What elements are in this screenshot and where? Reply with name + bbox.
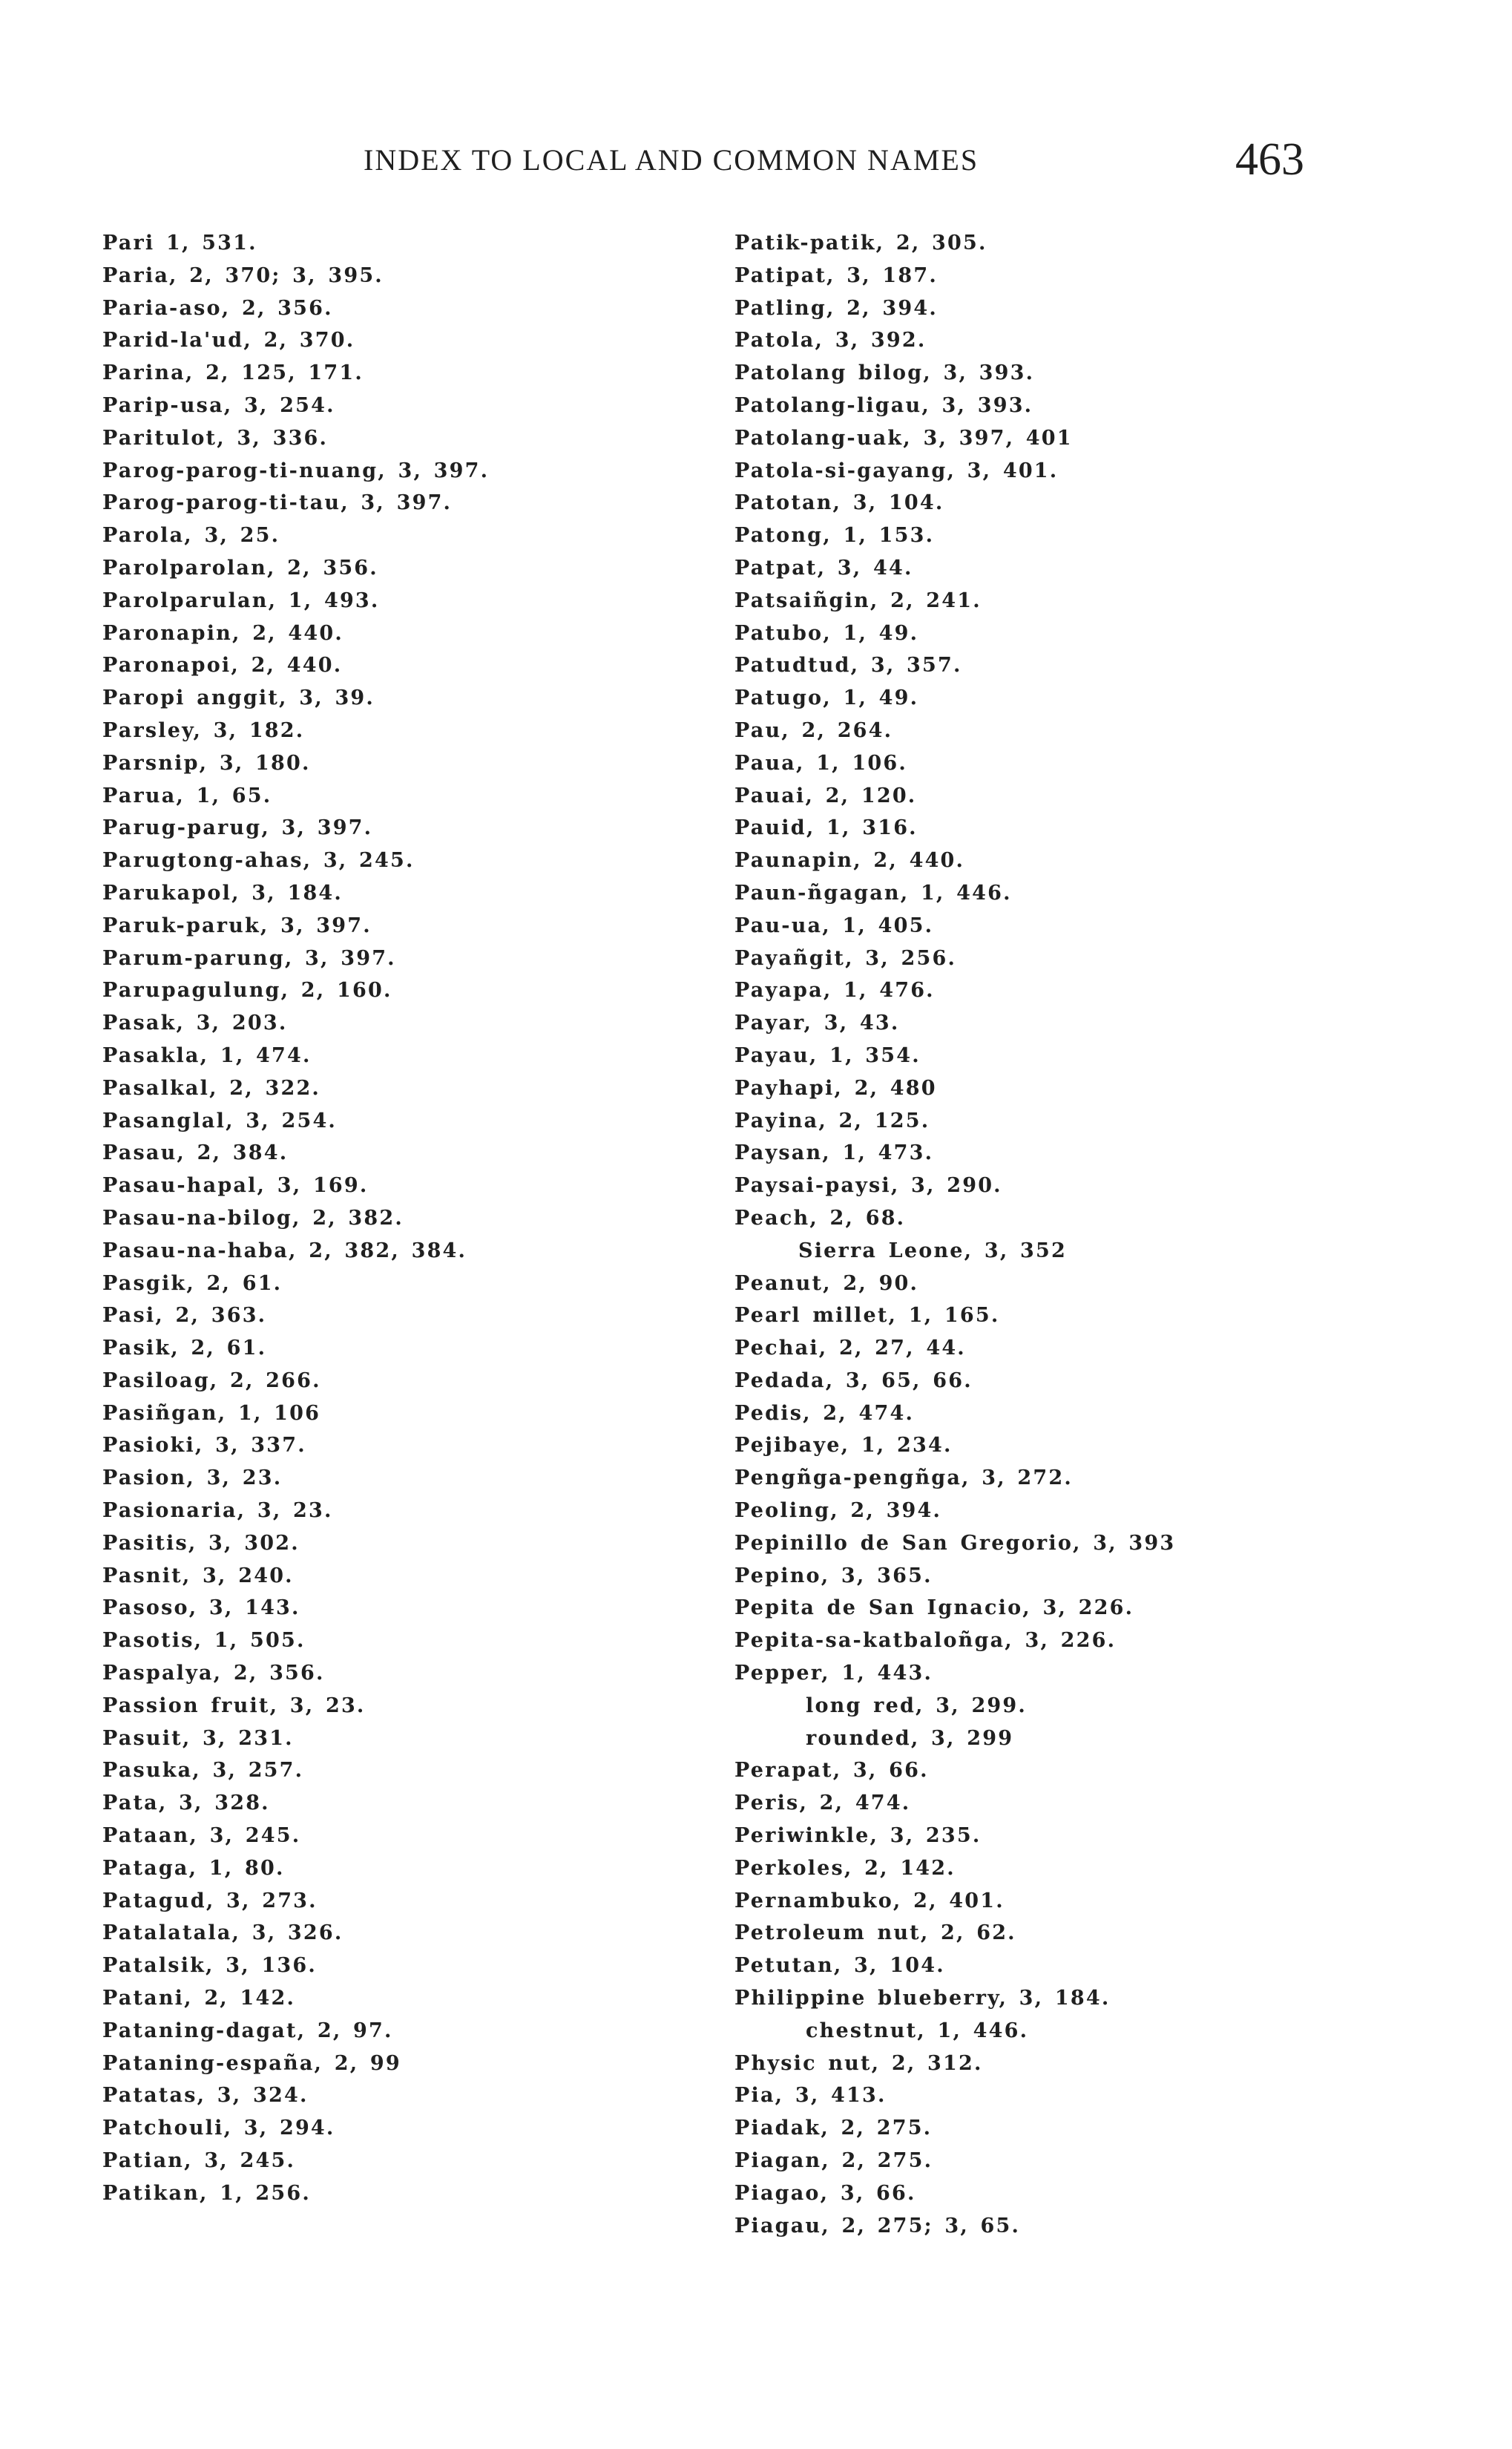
index-entry: Philippine blueberry, 3, 184. <box>734 1987 1111 2010</box>
index-entry: Parum-parung, 3, 397. <box>102 946 396 970</box>
index-column-right <box>734 227 1387 2242</box>
index-entry: Pasnit, 3, 240. <box>102 1564 294 1587</box>
index-entry: Passion fruit, 3, 23. <box>102 1694 366 1717</box>
index-entry: Petutan, 3, 104. <box>734 1954 945 1978</box>
index-subentry: Sierra Leone, 3, 352 <box>798 1239 1068 1262</box>
index-entry: Parola, 3, 25. <box>102 524 280 548</box>
index-entry: Pasalkal, 2, 322. <box>102 1076 321 1100</box>
index-entry: Pau-ua, 1, 405. <box>734 914 934 937</box>
index-entry: Paria, 2, 370; 3, 395. <box>102 263 384 287</box>
index-entry: Patchouli, 3, 294. <box>102 2117 335 2140</box>
index-entry: Patipat, 3, 187. <box>734 263 938 287</box>
index-entry: Piagao, 3, 66. <box>734 2181 916 2205</box>
index-entry: Patik-patik, 2, 305. <box>734 232 987 255</box>
index-entry: Patikan, 1, 256. <box>102 2181 311 2205</box>
index-entry: Patotan, 3, 104. <box>734 491 944 515</box>
index-entry: Physic nut, 2, 312. <box>734 2051 983 2075</box>
index-entry: Pari 1, 531. <box>102 232 257 255</box>
index-entry: Pasi, 2, 363. <box>102 1304 267 1328</box>
index-entry: Pedada, 3, 65, 66. <box>734 1368 973 1392</box>
index-entry: Patling, 2, 394. <box>734 296 938 320</box>
index-subentry: rounded, 3, 299 <box>806 1726 1014 1750</box>
index-entry: Petroleum nut, 2, 62. <box>734 1921 1016 1945</box>
index-entry: Payar, 3, 43. <box>734 1012 900 1035</box>
index-entry: Patalsik, 3, 136. <box>102 1954 318 1978</box>
index-entry: Pasionaria, 3, 23. <box>102 1499 333 1523</box>
index-subentry: long red, 3, 299. <box>806 1694 1028 1717</box>
index-entry: Pejibaye, 1, 234. <box>734 1434 953 1458</box>
index-entry: Payau, 1, 354. <box>734 1043 921 1067</box>
index-entry: Perkoles, 2, 142. <box>734 1856 956 1880</box>
index-entry: Patudtud, 3, 357. <box>734 654 962 678</box>
index-entry: Parolparolan, 2, 356. <box>102 556 378 580</box>
index-entry: Pauai, 2, 120. <box>734 784 917 807</box>
index-column-left <box>102 227 755 2210</box>
index-entry: Patubo, 1, 49. <box>734 621 919 645</box>
index-entry: Pasau-na-haba, 2, 382, 384. <box>102 1239 467 1262</box>
index-entry: Parid-la'ud, 2, 370. <box>102 329 355 353</box>
index-entry: Pasanglal, 3, 254. <box>102 1109 338 1132</box>
index-entry: Pasion, 3, 23. <box>102 1466 283 1490</box>
index-entry: Pasuka, 3, 257. <box>102 1759 304 1783</box>
index-entry: Paysai-paysi, 3, 290. <box>734 1174 1002 1198</box>
index-entry: Paunapin, 2, 440. <box>734 849 965 873</box>
index-entry: Peach, 2, 68. <box>734 1206 906 1230</box>
index-entry: Patatas, 3, 324. <box>102 2084 309 2108</box>
index-entry: Paria-aso, 2, 356. <box>102 296 333 320</box>
index-entry: Peanut, 2, 90. <box>734 1271 919 1295</box>
index-entry: Parolparulan, 1, 493. <box>102 589 380 612</box>
index-subentry: chestnut, 1, 446. <box>806 2019 1029 2042</box>
index-entry: Pasiñgan, 1, 106 <box>102 1401 321 1425</box>
index-entry: Pepper, 1, 443. <box>734 1662 933 1685</box>
index-entry: Payañgit, 3, 256. <box>734 946 957 970</box>
index-entry: Patagud, 3, 273. <box>102 1889 318 1912</box>
index-entry: Peoling, 2, 394. <box>734 1499 942 1523</box>
index-entry: Patsaiñgin, 2, 241. <box>734 589 982 612</box>
index-entry: Pia, 3, 413. <box>734 2084 887 2108</box>
index-entry: Piagan, 2, 275. <box>734 2149 933 2173</box>
index-entry: Parupagulung, 2, 160. <box>102 979 392 1003</box>
index-entry: Paritulot, 3, 336. <box>102 426 329 450</box>
index-entry: Pau, 2, 264. <box>734 718 893 742</box>
index-entry: Parip-usa, 3, 254. <box>102 393 335 417</box>
index-entry: Pepita de San Ignacio, 3, 226. <box>734 1596 1134 1620</box>
index-entry: Patong, 1, 153. <box>734 524 935 548</box>
index-entry: Pechai, 2, 27, 44. <box>734 1337 966 1360</box>
index-entry: Parua, 1, 65. <box>102 784 272 807</box>
index-entry: Parsnip, 3, 180. <box>102 751 311 775</box>
index-entry: Pasoso, 3, 143. <box>102 1596 300 1620</box>
index-entry: Payhapi, 2, 480 <box>734 1076 937 1100</box>
index-entry: Payina, 2, 125. <box>734 1109 930 1132</box>
index-entry: Patian, 3, 245. <box>102 2149 296 2173</box>
index-entry: Pasau-na-bilog, 2, 382. <box>102 1206 404 1230</box>
index-entry: Paruk-paruk, 3, 397. <box>102 914 372 937</box>
index-entry: Pepino, 3, 365. <box>734 1564 933 1587</box>
index-entry: Parog-parog-ti-nuang, 3, 397. <box>102 459 490 482</box>
index-entry: Pedis, 2, 474. <box>734 1401 915 1425</box>
index-entry: Patolang bilog, 3, 393. <box>734 361 1035 385</box>
index-entry: Pasiloag, 2, 266. <box>102 1368 321 1392</box>
index-entry: Patolang-ligau, 3, 393. <box>734 393 1033 417</box>
index-entry: Pearl millet, 1, 165. <box>734 1304 1000 1328</box>
index-entry: Perapat, 3, 66. <box>734 1759 929 1783</box>
index-entry: Patpat, 3, 44. <box>734 556 913 580</box>
index-entry: Periwinkle, 3, 235. <box>734 1824 982 1848</box>
index-entry: Patalatala, 3, 326. <box>102 1921 344 1945</box>
index-entry: Piagau, 2, 275; 3, 65. <box>734 2214 1021 2237</box>
index-entry: Pataan, 3, 245. <box>102 1824 301 1848</box>
index-entry: Parukapol, 3, 184. <box>102 881 344 905</box>
index-entry: Parugtong-ahas, 3, 245. <box>102 849 415 873</box>
index-entry: Paua, 1, 106. <box>734 751 907 775</box>
index-entry: Piadak, 2, 275. <box>734 2117 933 2140</box>
index-entry: Parsley, 3, 182. <box>102 718 305 742</box>
index-entry: Patola-si-gayang, 3, 401. <box>734 459 1059 482</box>
index-entry: Pengñga-pengñga, 3, 272. <box>734 1466 1073 1490</box>
index-entry: Pepinillo de San Gregorio, 3, 393 <box>734 1531 1176 1555</box>
index-entry: Pasakla, 1, 474. <box>102 1043 312 1067</box>
index-entry: Pasak, 3, 203. <box>102 1012 288 1035</box>
index-entry: Pataga, 1, 80. <box>102 1856 285 1880</box>
index-entry: Pernambuko, 2, 401. <box>734 1889 1005 1912</box>
index-entry: Pata, 3, 328. <box>102 1791 270 1815</box>
index-entry: Paspalya, 2, 356. <box>102 1662 325 1685</box>
index-entry: Pasuit, 3, 231. <box>102 1726 294 1750</box>
index-entry: Paronapoi, 2, 440. <box>102 654 343 678</box>
index-entry: Pasotis, 1, 505. <box>102 1629 306 1653</box>
index-entry: Paysan, 1, 473. <box>734 1141 934 1165</box>
index-entry: Parog-parog-ti-tau, 3, 397. <box>102 491 453 515</box>
page-header <box>0 134 1512 186</box>
index-entry: Pataning-españa, 2, 99 <box>102 2051 401 2075</box>
running-title: INDEX TO LOCAL AND COMMON NAMES <box>364 143 979 177</box>
index-entry: Pasik, 2, 61. <box>102 1337 267 1360</box>
index-entry: Pasau, 2, 384. <box>102 1141 289 1165</box>
index-entry: Paropi anggit, 3, 39. <box>102 686 375 710</box>
index-entry: Parug-parug, 3, 397. <box>102 816 373 840</box>
index-entry: Pasgik, 2, 61. <box>102 1271 283 1295</box>
index-entry: Pasau-hapal, 3, 169. <box>102 1174 369 1198</box>
index-entry: Patugo, 1, 49. <box>734 686 919 710</box>
index-entry: Patani, 2, 142. <box>102 1987 296 2010</box>
index-entry: Parina, 2, 125, 171. <box>102 361 364 385</box>
index-entry: Patolang-uak, 3, 397, 401 <box>734 426 1073 450</box>
page-number: 463 <box>1235 134 1304 185</box>
index-entry: Payapa, 1, 476. <box>734 979 935 1003</box>
index-entry: Pauid, 1, 316. <box>734 816 918 840</box>
index-entry: Pataning-dagat, 2, 97. <box>102 2019 393 2042</box>
index-entry: Paun-ñgagan, 1, 446. <box>734 881 1012 905</box>
index-entry: Pepita-sa-katbaloñga, 3, 226. <box>734 1629 1117 1653</box>
index-entry: Paronapin, 2, 440. <box>102 621 344 645</box>
index-entry: Peris, 2, 474. <box>734 1791 911 1815</box>
index-entry: Patola, 3, 392. <box>734 329 927 353</box>
index-entry: Pasitis, 3, 302. <box>102 1531 300 1555</box>
index-entry: Pasioki, 3, 337. <box>102 1434 306 1458</box>
